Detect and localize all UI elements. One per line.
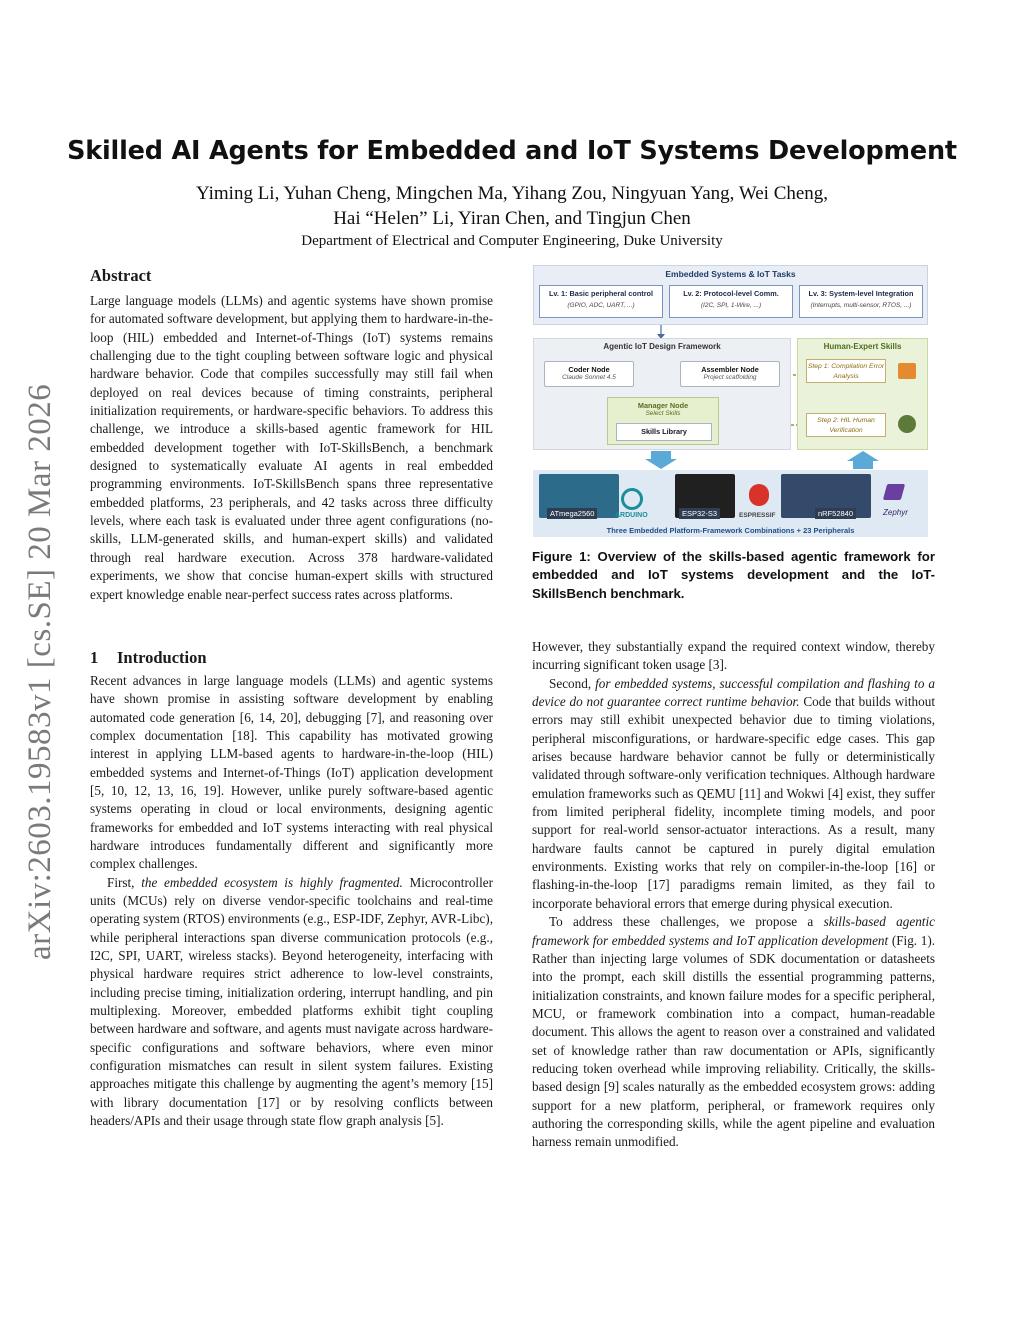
intro-paragraph-1: Recent advances in large language models (LLMs) and agentic systems have shown promise in assisting software development by enabling automated code generation [6, 14, 20], debugging [7], and reasoning over complex documentation [18]. This capability has motivated growing interest in applying LLM-based agents to hardware-in-the-loop (HIL) embedded systems and Internet-of-Things (IoT) application development [5, 10, 12, 13, 16, 19]. However, unlike purely software-based agentic systems operating in cloud or local environments, designing agentic frameworks for embedded and IoT systems interacting with real physical hardware introduces fundamentally different and significantly more complex challenges.: [90, 672, 493, 872]
step-1-box: [806, 359, 886, 383]
coder-node: [544, 361, 634, 387]
p4-lead: Second,: [549, 675, 596, 691]
p5-emphasis: skills-based agentic framework for embedded systems and IoT application development: [532, 914, 935, 948]
p4-emphasis: for embedded systems, successful compilation and flashing to a device do not guarantee correct runtime behavior.: [532, 675, 935, 710]
abstract-text: Large language models (LLMs) and agentic systems have shown promise for automated software development, but applying them to hardware-in-the-loop (HIL) embedded and Internet-of-Things (IoT) systems remains challenging due to the tight coupling between software logic and physical hardware behavior. Code that compiles successfully may still fail when deployed on real devices because of timing constraints, peripheral initialization requirements, or hardware-specific behaviors. To address this challenge, we introduce a skills-based agentic framework for HIL embedded development together with IoT-SkillsBench, a benchmark designed to systematically evaluate AI agents in real embedded programming environments. IoT-SkillsBench spans three representative embedded platforms, 23 peripherals, and 42 tasks across three difficulty levels, where each task is evaluated under three agent configurations (no-skills, LLM-generated skills, and human-expert skills) and validated through real hardware execution. Across 378 hardware-validated experiments, we show that concise human-expert skills with structured expert knowledge enable near-perfect success rates across platforms.: [90, 293, 493, 602]
error-analysis-icon: [898, 363, 916, 379]
figure-1: [533, 265, 928, 537]
level-2-title: Lv. 2: Protocol-level Comm.: [683, 289, 779, 298]
level-3-title: Lv. 3: System-level Integration: [808, 289, 914, 298]
espressif-label: ESPRESSIF: [739, 512, 776, 519]
arduino-logo-icon: [621, 488, 643, 510]
manager-title: Manager Node: [637, 401, 689, 410]
intro-paragraph-4: [532, 675, 935, 913]
assembler-node: [680, 361, 780, 387]
manager-sub: Select Skills: [645, 410, 681, 417]
platforms-panel: [533, 470, 928, 537]
zephyr-logo-icon: [883, 484, 905, 500]
intro-paragraph-3: However, they substantially expand the required context window, thereby incurring significant token usage [3].: [532, 639, 935, 673]
expert-panel: [797, 338, 928, 450]
manager-node: [607, 397, 719, 445]
coder-sub: Claude Sonnet 4.5: [562, 374, 616, 381]
human-verifier-icon: [898, 415, 916, 433]
section-title: Introduction: [117, 647, 207, 667]
authors: [160, 181, 864, 231]
figure-caption: Figure 1: Overview of the skills-based agentic framework for embedded and IoT systems development and the IoT-SkillsBench benchmark.: [532, 549, 935, 601]
section-number: 1: [90, 647, 99, 667]
p2-lead: First,: [107, 874, 142, 890]
authors-line-1: Yiming Li, Yuhan Cheng, Mingchen Ma, Yihang Zou, Ningyuan Yang, Wei Cheng,: [195, 183, 829, 204]
intro-paragraph-5: [532, 913, 935, 1151]
assembler-sub: Project scaffolding: [703, 374, 757, 381]
expert-title: Human-Expert Skills: [823, 342, 902, 351]
assembler-title: Assembler Node: [701, 365, 759, 374]
board-label-atmega: ATmega2560: [547, 508, 597, 519]
espressif-logo-icon: [749, 484, 769, 506]
p5-lead: To address these challenges, we propose a: [549, 914, 824, 930]
affiliation: Department of Electrical and Computer Engineering, Duke University: [301, 233, 723, 249]
level-3-sub: (Interrupts, multi-sensor, RTOS, ...): [810, 302, 912, 309]
right-column: [532, 638, 935, 1152]
step-1-text: Step 1: Compilation Error Analysis: [807, 363, 885, 380]
skills-library-box: Skills Library: [616, 423, 712, 441]
coder-title: Coder Node: [568, 365, 610, 374]
p2-emphasis: the embedded ecosystem is highly fragmented.: [141, 874, 403, 890]
authors-line-2: Hai “Helen” Li, Yiran Chen, and Tingjun Chen: [333, 208, 691, 229]
arxiv-stamp: arXiv:2603.19583v1 [cs.SE] 20 Mar 2026: [22, 383, 58, 960]
intro-paragraph-2: [90, 874, 493, 1131]
framework-title: Agentic IoT Design Framework: [603, 342, 721, 351]
paper-title: Skilled AI Agents for Embedded and IoT Systems Development: [67, 136, 957, 166]
level-2-sub: (I2C, SPI, 1-Wire, ...): [700, 302, 762, 309]
left-column: [90, 266, 493, 1130]
step-2-box: [806, 413, 886, 437]
level-1-title: Lv. 1: Basic peripheral control: [548, 289, 654, 298]
abstract-heading: Abstract: [90, 266, 152, 285]
big-arrow-down-icon: [645, 451, 677, 469]
framework-panel: [533, 338, 791, 450]
arduino-label: ARDUINO: [615, 512, 648, 519]
tasks-title: Embedded Systems & IoT Tasks: [665, 269, 796, 279]
step-2-text: Step 2: HIL Human Verification: [817, 417, 875, 434]
level-1-sub: (GPIO, ADC, UART, ...): [567, 302, 635, 309]
p4-rest: Code that builds without errors may still exhibit unexpected behavior due to timing violations, peripheral misconfigurations, or hardware-specific edge cases. This gap arises because hardware behavior cannot be fully or deterministically validated through software-only verification techniques. Although hardware emulation frameworks such as QEMU [11] and Wokwi [4] exist, they suffer from limited peripheral fidelity, incomplete timing models, and poor support for real-world sensor-actuator interactions. As a result, many hardware faults cannot be captured in purely digital emulation environments. Existing works that rely on compiler-in-the-loop [16] or flashing-in-the-loop [17] paradigms remain limited, as they fail to incorporate behavioral errors that emerge during physical execution.: [532, 694, 935, 911]
p2-rest: Microcontroller units (MCUs) rely on diverse vendor-specific toolchains and real-time operating system (RTOS) environments (e.g., ESP-IDF, Zephyr, AVR-Libc), while peripheral interactions span diverse communication protocols (e.g., I2C, SPI, UART, wireless stacks). Beyond heterogeneity, interfacing with physical hardware requires strict adherence to low-level constraints, including precise timing, initialization ordering, interrupt handling, and pin multiplexing. Moreover, embedded platforms exhibit tight coupling between hardware and software, and agents must navigate across hardware-specific configurations and software behaviors, where even minor configuration mismatches can result in silent system failures. Existing approaches mitigate this challenge by augmenting the agent’s memory [15] with library documentation [17] or by resolving conflicts between headers/APIs and their usage through state flow graph analysis [5].: [90, 874, 493, 1129]
big-arrow-up-icon: [847, 451, 879, 469]
intro-heading: [90, 648, 493, 668]
zephyr-label: Zephyr: [883, 508, 908, 517]
board-label-esp32: ESP32-S3: [679, 508, 720, 519]
p5-rest: (Fig. 1). Rather than injecting large volumes of SDK documentation or datasheets into the prompt, each skill distills the essential programming patterns, initialization constraints, and known failure modes for a specific peripheral, MCU, or framework combination into a compact, human-readable document. This allows the agent to reason over a constrained and validated set of knowledge rather than raw documentation or APIs, significantly reducing token overhead while improving reliability. Critically, the skills-based design [9] scales naturally as the embedded ecosystem grows: adding support for a new platform, peripheral, or framework requires only authoring the corresponding skills, while the agent pipeline and evaluation harness remain unmodified.: [532, 932, 936, 1150]
platforms-caption: Three Embedded Platform-Framework Combinations + 23 Peripherals: [606, 526, 855, 535]
board-label-nrf52840: nRF52840: [815, 508, 856, 519]
